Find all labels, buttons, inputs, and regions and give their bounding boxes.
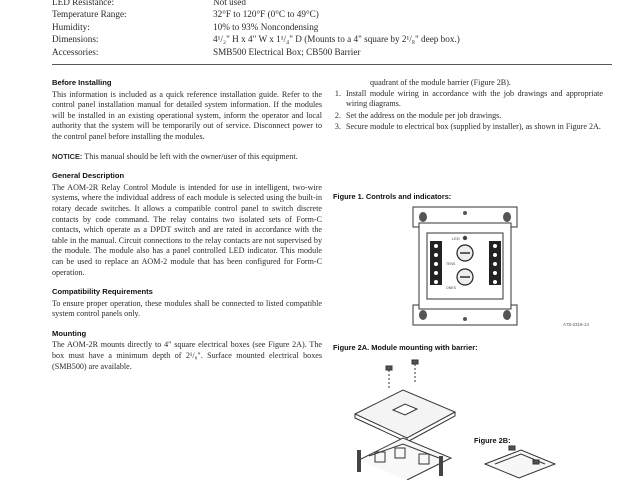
spec-value: SMB500 Electrical Box; CB500 Barrier	[213, 46, 361, 57]
continued-text: quadrant of the module barrier (Figure 2B).	[370, 78, 511, 87]
figure1-caption: Figure 1. Controls and indicators:	[333, 192, 452, 201]
mount-hole	[419, 212, 427, 222]
screw	[412, 360, 418, 384]
mount-screw	[463, 211, 467, 215]
spec-value: 32°F to 120°F (0°C to 49°C)	[213, 9, 319, 20]
specifications-table	[52, 0, 612, 58]
notice-paragraph	[52, 152, 322, 163]
right-column	[333, 78, 603, 134]
mounting-diagram	[335, 352, 575, 480]
spec-row	[52, 8, 612, 20]
before-installing-heading: Before Installing	[52, 78, 112, 87]
mount-hole	[419, 310, 427, 320]
general-description-heading: General Description	[52, 171, 125, 181]
mounting-text: The AOM-2R mounts directly to 4" square electrical boxes (see Figure 2A). The box must have a minimum depth of 2¹/₈". Surface mounted electrical boxes (SMB500) are available.	[52, 340, 322, 371]
mount-screw	[463, 317, 467, 321]
step-item: 2. Set the address on the module per job drawings.	[343, 111, 603, 122]
spec-row	[52, 21, 612, 33]
spec-label: Dimensions:	[52, 34, 99, 45]
tens-label: TENS	[446, 262, 456, 266]
spec-label: Temperature Range:	[52, 9, 127, 20]
notice-label: NOTICE:	[52, 151, 83, 161]
module-diagram	[405, 205, 525, 327]
figure2b-caption: Figure 2B:	[474, 436, 511, 445]
spec-row	[52, 0, 612, 8]
step-item: 1. Install module wiring in accordance with the job drawings and appropriate wiring diagrams.	[343, 89, 603, 110]
spec-value: 10% to 93% Noncondensing	[213, 21, 319, 32]
compatibility-heading: Compatibility Requirements	[52, 287, 153, 297]
ones-label: ONES	[446, 286, 456, 290]
figure1-reference: A78-2318-14	[563, 322, 590, 327]
mounting-heading: Mounting	[52, 328, 87, 338]
left-column	[52, 78, 322, 381]
spec-value: Not used	[213, 0, 246, 7]
notice-text: This manual should be left with the owner/user of this equipment.	[82, 151, 298, 161]
led-indicator	[463, 236, 467, 240]
general-description-text: The AOM-2R Relay Control Module is intended for use in intelligent, two-wire systems, where the individual address of each module is selected using the built-in rotary decade switches. It allows a compatible control panel to switch discrete contacts by code command. The relay contains two isolated sets of Form-C contacts, which operate as a DPDT switch and are rated in accordance with the table in the manual. Circuit connections to the relay contacts are not supervised by the module. The module also has a panel controlled LED indicator. This module can be used to replace an AOM-2 module that has been configured for Form-C operation.	[52, 182, 322, 277]
spec-label: Accessories:	[52, 46, 99, 57]
spec-value: 4¹/₂" H x 4" W x 1¹/₄" D (Mounts to a 4" square by 2¹/₈" deep box.)	[213, 34, 460, 45]
spec-label: LED Resistance:	[52, 0, 114, 7]
compatibility-text: To ensure proper operation, these modules shall be connected to listed compatible system control panels only.	[52, 298, 322, 319]
spec-row	[52, 46, 612, 58]
before-installing-text: This information is included as a quick reference installation guide. Refer to the control panel installation manual for detailed system information. If the modules will be installed in an existing operational system, inform the operator and local authority that the system will be temporarily out of service. Disconnect power to the control panel before installing the modules.	[52, 89, 322, 141]
section-divider	[52, 64, 612, 65]
spec-row	[52, 33, 612, 45]
installation-steps	[333, 89, 603, 133]
figure2a-caption: Figure 2A. Module mounting with barrier:	[333, 343, 478, 352]
screw	[386, 366, 392, 390]
spec-label: Humidity:	[52, 21, 90, 32]
mount-hole	[503, 310, 511, 320]
led-label: LED	[452, 236, 460, 241]
mount-hole	[503, 212, 511, 222]
step-item: 3. Secure module to electrical box (supplied by installer), as shown in Figure 2A.	[343, 122, 603, 133]
